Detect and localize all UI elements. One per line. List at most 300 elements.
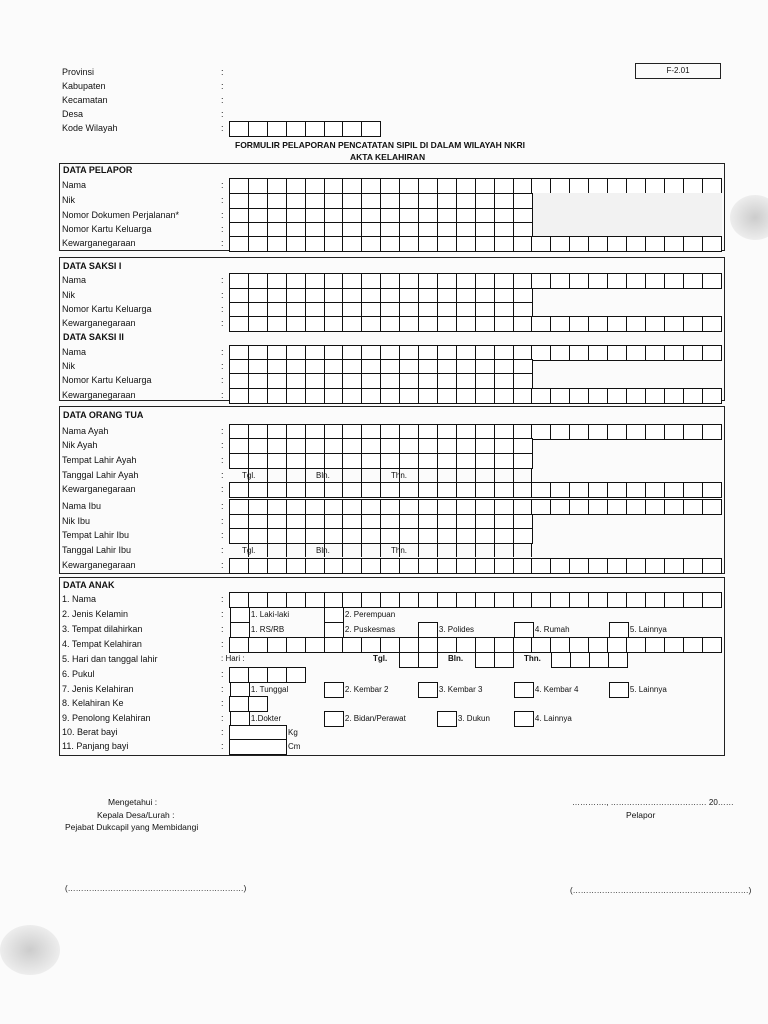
- orang-tua-cell[interactable]: [267, 558, 287, 574]
- saksi1-cell[interactable]: [456, 273, 476, 289]
- orang-tua-cell[interactable]: [683, 499, 703, 515]
- saksi2-cell[interactable]: [683, 345, 703, 361]
- pelapor-cell[interactable]: [380, 178, 400, 194]
- orang-tua-cell[interactable]: [248, 482, 268, 498]
- pelapor-cell[interactable]: [229, 236, 249, 252]
- orang-tua-cell[interactable]: [305, 438, 325, 454]
- anak-nama-cell[interactable]: [324, 592, 344, 608]
- option-checkbox[interactable]: [230, 622, 250, 638]
- anak-nama-cell[interactable]: [683, 592, 703, 608]
- orang-tua-cell[interactable]: [437, 453, 457, 469]
- orang-tua-cell[interactable]: [588, 482, 608, 498]
- pelapor-cell[interactable]: [248, 236, 268, 252]
- orang-tua-cell[interactable]: [418, 438, 438, 454]
- orang-tua-cell[interactable]: [342, 438, 362, 454]
- saksi2-cell[interactable]: [683, 388, 703, 404]
- pelapor-cell[interactable]: [456, 236, 476, 252]
- saksi2-cell[interactable]: [513, 373, 533, 389]
- saksi2-cell[interactable]: [588, 345, 608, 361]
- option-checkbox[interactable]: [609, 682, 629, 698]
- pukul-cell[interactable]: [229, 667, 249, 683]
- saksi1-cell[interactable]: [569, 273, 589, 289]
- orang-tua-cell[interactable]: [494, 438, 514, 454]
- anak-nama-cell[interactable]: [531, 592, 551, 608]
- saksi2-cell[interactable]: [550, 345, 570, 361]
- pelapor-cell[interactable]: [380, 236, 400, 252]
- orang-tua-cell[interactable]: [437, 482, 457, 498]
- orang-tua-cell[interactable]: [664, 558, 684, 574]
- saksi1-cell[interactable]: [550, 273, 570, 289]
- saksi1-cell[interactable]: [550, 316, 570, 332]
- pelapor-cell[interactable]: [494, 193, 514, 209]
- saksi2-cell[interactable]: [305, 388, 325, 404]
- orang-tua-cell[interactable]: [607, 499, 627, 515]
- pelapor-cell[interactable]: [456, 193, 476, 209]
- orang-tua-cell[interactable]: [607, 558, 627, 574]
- pelapor-cell[interactable]: [569, 236, 589, 252]
- tempat-kelahiran-cell[interactable]: [267, 637, 287, 653]
- orang-tua-cell[interactable]: [456, 438, 476, 454]
- saksi2-cell[interactable]: [645, 388, 665, 404]
- saksi1-cell[interactable]: [702, 273, 722, 289]
- orang-tua-cell[interactable]: [267, 528, 287, 544]
- saksi2-cell[interactable]: [229, 373, 249, 389]
- saksi2-cell[interactable]: [418, 373, 438, 389]
- saksi1-cell[interactable]: [494, 273, 514, 289]
- pelapor-cell[interactable]: [380, 193, 400, 209]
- tempat-kelahiran-cell[interactable]: [550, 637, 570, 653]
- tempat-kelahiran-cell[interactable]: [342, 637, 362, 653]
- saksi1-cell[interactable]: [229, 316, 249, 332]
- orang-tua-cell[interactable]: [380, 499, 400, 515]
- orang-tua-cell[interactable]: [324, 558, 344, 574]
- pelapor-cell[interactable]: [229, 193, 249, 209]
- pelapor-cell[interactable]: [229, 178, 249, 194]
- pelapor-cell[interactable]: [437, 236, 457, 252]
- tahun-cell[interactable]: [570, 652, 590, 668]
- orang-tua-cell[interactable]: [531, 424, 551, 440]
- saksi2-cell[interactable]: [399, 373, 419, 389]
- pelapor-cell[interactable]: [267, 236, 287, 252]
- kode-wilayah-cell[interactable]: [324, 121, 344, 137]
- orang-tua-cell[interactable]: [475, 453, 495, 469]
- pukul-cell[interactable]: [286, 667, 306, 683]
- orang-tua-cell[interactable]: [550, 424, 570, 440]
- saksi2-cell[interactable]: [456, 373, 476, 389]
- saksi1-cell[interactable]: [664, 273, 684, 289]
- pelapor-cell[interactable]: [550, 236, 570, 252]
- saksi1-cell[interactable]: [513, 316, 533, 332]
- pelapor-cell[interactable]: [399, 178, 419, 194]
- orang-tua-cell[interactable]: [380, 558, 400, 574]
- saksi1-cell[interactable]: [380, 273, 400, 289]
- tempat-kelahiran-cell[interactable]: [664, 637, 684, 653]
- pelapor-cell[interactable]: [399, 236, 419, 252]
- orang-tua-cell[interactable]: [342, 453, 362, 469]
- orang-tua-cell[interactable]: [418, 482, 438, 498]
- anak-nama-cell[interactable]: [286, 592, 306, 608]
- orang-tua-cell[interactable]: [305, 558, 325, 574]
- tempat-kelahiran-cell[interactable]: [588, 637, 608, 653]
- orang-tua-cell[interactable]: [683, 482, 703, 498]
- saksi2-cell[interactable]: [267, 373, 287, 389]
- pelapor-cell[interactable]: [607, 178, 627, 194]
- orang-tua-cell[interactable]: [494, 453, 514, 469]
- orang-tua-cell[interactable]: [664, 482, 684, 498]
- orang-tua-cell[interactable]: [494, 558, 514, 574]
- orang-tua-cell[interactable]: [456, 499, 476, 515]
- saksi1-cell[interactable]: [361, 273, 381, 289]
- anak-nama-cell[interactable]: [456, 592, 476, 608]
- orang-tua-cell[interactable]: [399, 453, 419, 469]
- anak-nama-cell[interactable]: [550, 592, 570, 608]
- saksi2-cell[interactable]: [267, 388, 287, 404]
- saksi2-cell[interactable]: [380, 388, 400, 404]
- bulan-cell[interactable]: [494, 652, 514, 668]
- saksi2-cell[interactable]: [399, 388, 419, 404]
- anak-nama-cell[interactable]: [267, 592, 287, 608]
- pelapor-cell[interactable]: [513, 178, 533, 194]
- orang-tua-cell[interactable]: [437, 558, 457, 574]
- tempat-kelahiran-cell[interactable]: [683, 637, 703, 653]
- orang-tua-cell[interactable]: [588, 499, 608, 515]
- orang-tua-cell[interactable]: [229, 499, 249, 515]
- tempat-kelahiran-cell[interactable]: [456, 637, 476, 653]
- kode-wilayah-cell[interactable]: [229, 121, 249, 137]
- orang-tua-cell[interactable]: [569, 482, 589, 498]
- orang-tua-cell[interactable]: [229, 453, 249, 469]
- pelapor-cell[interactable]: [702, 236, 722, 252]
- pelapor-cell[interactable]: [626, 178, 646, 194]
- option-checkbox[interactable]: [418, 682, 438, 698]
- orang-tua-cell[interactable]: [324, 453, 344, 469]
- pelapor-cell[interactable]: [437, 178, 457, 194]
- anak-nama-cell[interactable]: [569, 592, 589, 608]
- orang-tua-cell[interactable]: [324, 528, 344, 544]
- orang-tua-cell[interactable]: [626, 558, 646, 574]
- saksi1-cell[interactable]: [626, 273, 646, 289]
- tempat-kelahiran-cell[interactable]: [305, 637, 325, 653]
- saksi1-cell[interactable]: [588, 273, 608, 289]
- orang-tua-cell[interactable]: [437, 528, 457, 544]
- orang-tua-cell[interactable]: [683, 424, 703, 440]
- option-checkbox[interactable]: [418, 622, 438, 638]
- orang-tua-cell[interactable]: [286, 499, 306, 515]
- orang-tua-cell[interactable]: [399, 558, 419, 574]
- saksi1-cell[interactable]: [342, 316, 362, 332]
- saksi2-cell[interactable]: [494, 373, 514, 389]
- saksi2-cell[interactable]: [607, 345, 627, 361]
- orang-tua-cell[interactable]: [342, 499, 362, 515]
- anak-nama-cell[interactable]: [626, 592, 646, 608]
- kode-wilayah-cell[interactable]: [342, 121, 362, 137]
- orang-tua-cell[interactable]: [229, 438, 249, 454]
- orang-tua-cell[interactable]: [626, 499, 646, 515]
- anak-nama-cell[interactable]: [475, 592, 495, 608]
- saksi1-cell[interactable]: [702, 316, 722, 332]
- orang-tua-cell[interactable]: [399, 528, 419, 544]
- pelapor-cell[interactable]: [267, 178, 287, 194]
- orang-tua-cell[interactable]: [399, 438, 419, 454]
- saksi1-cell[interactable]: [607, 273, 627, 289]
- anak-nama-cell[interactable]: [494, 592, 514, 608]
- anak-nama-cell[interactable]: [248, 592, 268, 608]
- saksi1-cell[interactable]: [399, 273, 419, 289]
- orang-tua-cell[interactable]: [475, 499, 495, 515]
- saksi2-cell[interactable]: [324, 388, 344, 404]
- pelapor-cell[interactable]: [664, 178, 684, 194]
- orang-tua-cell[interactable]: [286, 438, 306, 454]
- pelapor-cell[interactable]: [305, 178, 325, 194]
- orang-tua-cell[interactable]: [475, 558, 495, 574]
- orang-tua-cell[interactable]: [494, 499, 514, 515]
- pelapor-cell[interactable]: [418, 236, 438, 252]
- orang-tua-cell[interactable]: [305, 482, 325, 498]
- saksi2-cell[interactable]: [513, 388, 533, 404]
- pelapor-cell[interactable]: [626, 236, 646, 252]
- saksi2-cell[interactable]: [702, 388, 722, 404]
- tahun-cell[interactable]: [551, 652, 571, 668]
- orang-tua-cell[interactable]: [286, 453, 306, 469]
- orang-tua-cell[interactable]: [531, 499, 551, 515]
- anak-nama-cell[interactable]: [702, 592, 722, 608]
- saksi2-cell[interactable]: [380, 373, 400, 389]
- orang-tua-cell[interactable]: [664, 424, 684, 440]
- saksi2-cell[interactable]: [437, 373, 457, 389]
- tempat-kelahiran-cell[interactable]: [569, 637, 589, 653]
- anak-nama-cell[interactable]: [418, 592, 438, 608]
- pelapor-cell[interactable]: [399, 193, 419, 209]
- tempat-kelahiran-cell[interactable]: [380, 637, 400, 653]
- orang-tua-cell[interactable]: [286, 528, 306, 544]
- saksi2-cell[interactable]: [248, 373, 268, 389]
- saksi2-cell[interactable]: [494, 388, 514, 404]
- orang-tua-cell[interactable]: [418, 499, 438, 515]
- saksi1-cell[interactable]: [683, 273, 703, 289]
- orang-tua-cell[interactable]: [456, 453, 476, 469]
- saksi2-cell[interactable]: [702, 345, 722, 361]
- orang-tua-cell[interactable]: [361, 453, 381, 469]
- saksi2-cell[interactable]: [531, 345, 551, 361]
- option-checkbox[interactable]: [514, 711, 534, 727]
- saksi2-cell[interactable]: [456, 388, 476, 404]
- orang-tua-cell[interactable]: [361, 438, 381, 454]
- orang-tua-cell[interactable]: [286, 558, 306, 574]
- saksi2-cell[interactable]: [664, 345, 684, 361]
- saksi2-cell[interactable]: [418, 388, 438, 404]
- orang-tua-cell[interactable]: [513, 453, 533, 469]
- pelapor-cell[interactable]: [494, 236, 514, 252]
- pelapor-cell[interactable]: [305, 193, 325, 209]
- saksi1-cell[interactable]: [607, 316, 627, 332]
- orang-tua-cell[interactable]: [305, 528, 325, 544]
- orang-tua-cell[interactable]: [248, 499, 268, 515]
- orang-tua-cell[interactable]: [380, 528, 400, 544]
- saksi1-cell[interactable]: [399, 316, 419, 332]
- anak-nama-cell[interactable]: [229, 592, 249, 608]
- tempat-kelahiran-cell[interactable]: [645, 637, 665, 653]
- orang-tua-cell[interactable]: [494, 528, 514, 544]
- saksi2-cell[interactable]: [475, 373, 495, 389]
- saksi1-cell[interactable]: [305, 273, 325, 289]
- orang-tua-cell[interactable]: [702, 424, 722, 440]
- orang-tua-cell[interactable]: [229, 558, 249, 574]
- saksi1-cell[interactable]: [380, 316, 400, 332]
- orang-tua-cell[interactable]: [286, 482, 306, 498]
- orang-tua-cell[interactable]: [683, 558, 703, 574]
- anak-nama-cell[interactable]: [607, 592, 627, 608]
- panjang-bayi-input[interactable]: [229, 739, 287, 755]
- tahun-cell[interactable]: [608, 652, 628, 668]
- orang-tua-cell[interactable]: [645, 558, 665, 574]
- orang-tua-cell[interactable]: [229, 528, 249, 544]
- orang-tua-cell[interactable]: [645, 424, 665, 440]
- orang-tua-cell[interactable]: [361, 558, 381, 574]
- pelapor-cell[interactable]: [513, 236, 533, 252]
- option-checkbox[interactable]: [514, 622, 534, 638]
- pelapor-cell[interactable]: [569, 178, 589, 194]
- saksi2-cell[interactable]: [286, 373, 306, 389]
- pelapor-cell[interactable]: [475, 193, 495, 209]
- orang-tua-cell[interactable]: [380, 438, 400, 454]
- pelapor-cell[interactable]: [248, 193, 268, 209]
- saksi1-cell[interactable]: [267, 316, 287, 332]
- bulan-cell[interactable]: [475, 652, 495, 668]
- orang-tua-cell[interactable]: [305, 499, 325, 515]
- orang-tua-cell[interactable]: [361, 482, 381, 498]
- saksi1-cell[interactable]: [267, 273, 287, 289]
- saksi1-cell[interactable]: [324, 316, 344, 332]
- pelapor-cell[interactable]: [456, 178, 476, 194]
- saksi1-cell[interactable]: [437, 316, 457, 332]
- option-checkbox[interactable]: [324, 682, 344, 698]
- orang-tua-cell[interactable]: [626, 424, 646, 440]
- orang-tua-cell[interactable]: [645, 499, 665, 515]
- orang-tua-cell[interactable]: [702, 558, 722, 574]
- tempat-kelahiran-cell[interactable]: [361, 637, 381, 653]
- pelapor-cell[interactable]: [437, 193, 457, 209]
- option-checkbox[interactable]: [324, 607, 344, 623]
- orang-tua-cell[interactable]: [550, 558, 570, 574]
- saksi2-cell[interactable]: [437, 388, 457, 404]
- tempat-kelahiran-cell[interactable]: [229, 637, 249, 653]
- pelapor-cell[interactable]: [286, 178, 306, 194]
- saksi1-cell[interactable]: [456, 316, 476, 332]
- saksi1-cell[interactable]: [569, 316, 589, 332]
- anak-nama-cell[interactable]: [342, 592, 362, 608]
- kelahiran-ke-cell[interactable]: [248, 696, 268, 712]
- anak-nama-cell[interactable]: [437, 592, 457, 608]
- saksi2-cell[interactable]: [342, 373, 362, 389]
- orang-tua-cell[interactable]: [513, 528, 533, 544]
- pelapor-cell[interactable]: [550, 178, 570, 194]
- saksi1-cell[interactable]: [248, 273, 268, 289]
- tempat-kelahiran-cell[interactable]: [286, 637, 306, 653]
- option-checkbox[interactable]: [230, 607, 250, 623]
- saksi1-cell[interactable]: [645, 316, 665, 332]
- tempat-kelahiran-cell[interactable]: [437, 637, 457, 653]
- saksi2-cell[interactable]: [475, 388, 495, 404]
- saksi2-cell[interactable]: [361, 388, 381, 404]
- tempat-kelahiran-cell[interactable]: [475, 637, 495, 653]
- orang-tua-cell[interactable]: [513, 482, 533, 498]
- pukul-cell[interactable]: [267, 667, 287, 683]
- pelapor-cell[interactable]: [588, 236, 608, 252]
- saksi1-cell[interactable]: [248, 316, 268, 332]
- kode-wilayah-cell[interactable]: [286, 121, 306, 137]
- orang-tua-cell[interactable]: [380, 482, 400, 498]
- pelapor-cell[interactable]: [342, 178, 362, 194]
- pelapor-cell[interactable]: [475, 178, 495, 194]
- saksi2-cell[interactable]: [324, 373, 344, 389]
- pelapor-cell[interactable]: [361, 178, 381, 194]
- orang-tua-cell[interactable]: [418, 453, 438, 469]
- saksi2-cell[interactable]: [588, 388, 608, 404]
- option-checkbox[interactable]: [437, 711, 457, 727]
- saksi2-cell[interactable]: [569, 388, 589, 404]
- pelapor-cell[interactable]: [324, 236, 344, 252]
- orang-tua-cell[interactable]: [305, 453, 325, 469]
- saksi2-cell[interactable]: [229, 388, 249, 404]
- orang-tua-cell[interactable]: [267, 499, 287, 515]
- orang-tua-cell[interactable]: [324, 438, 344, 454]
- pelapor-cell[interactable]: [267, 193, 287, 209]
- orang-tua-cell[interactable]: [248, 453, 268, 469]
- kelahiran-ke-cell[interactable]: [229, 696, 249, 712]
- anak-nama-cell[interactable]: [645, 592, 665, 608]
- saksi2-cell[interactable]: [531, 388, 551, 404]
- pelapor-cell[interactable]: [702, 178, 722, 194]
- orang-tua-cell[interactable]: [664, 499, 684, 515]
- pelapor-cell[interactable]: [645, 236, 665, 252]
- saksi2-cell[interactable]: [569, 345, 589, 361]
- anak-nama-cell[interactable]: [380, 592, 400, 608]
- orang-tua-cell[interactable]: [267, 453, 287, 469]
- orang-tua-cell[interactable]: [437, 499, 457, 515]
- orang-tua-cell[interactable]: [267, 482, 287, 498]
- orang-tua-cell[interactable]: [267, 438, 287, 454]
- saksi1-cell[interactable]: [286, 316, 306, 332]
- orang-tua-cell[interactable]: [475, 528, 495, 544]
- orang-tua-cell[interactable]: [513, 438, 533, 454]
- tempat-kelahiran-cell[interactable]: [531, 637, 551, 653]
- orang-tua-cell[interactable]: [494, 482, 514, 498]
- orang-tua-cell[interactable]: [418, 558, 438, 574]
- pelapor-cell[interactable]: [494, 178, 514, 194]
- pelapor-cell[interactable]: [418, 193, 438, 209]
- orang-tua-cell[interactable]: [456, 528, 476, 544]
- orang-tua-cell[interactable]: [342, 558, 362, 574]
- tempat-kelahiran-cell[interactable]: [324, 637, 344, 653]
- anak-nama-cell[interactable]: [588, 592, 608, 608]
- tempat-kelahiran-cell[interactable]: [513, 637, 533, 653]
- pelapor-cell[interactable]: [361, 193, 381, 209]
- pelapor-cell[interactable]: [418, 178, 438, 194]
- orang-tua-cell[interactable]: [607, 482, 627, 498]
- saksi2-cell[interactable]: [248, 388, 268, 404]
- pelapor-cell[interactable]: [248, 178, 268, 194]
- saksi2-cell[interactable]: [645, 345, 665, 361]
- kode-wilayah-cell[interactable]: [361, 121, 381, 137]
- kode-wilayah-cell[interactable]: [305, 121, 325, 137]
- saksi1-cell[interactable]: [494, 316, 514, 332]
- tempat-kelahiran-cell[interactable]: [399, 637, 419, 653]
- anak-nama-cell[interactable]: [513, 592, 533, 608]
- orang-tua-cell[interactable]: [569, 499, 589, 515]
- orang-tua-cell[interactable]: [702, 482, 722, 498]
- pelapor-cell[interactable]: [513, 193, 533, 209]
- kode-wilayah-cell[interactable]: [267, 121, 287, 137]
